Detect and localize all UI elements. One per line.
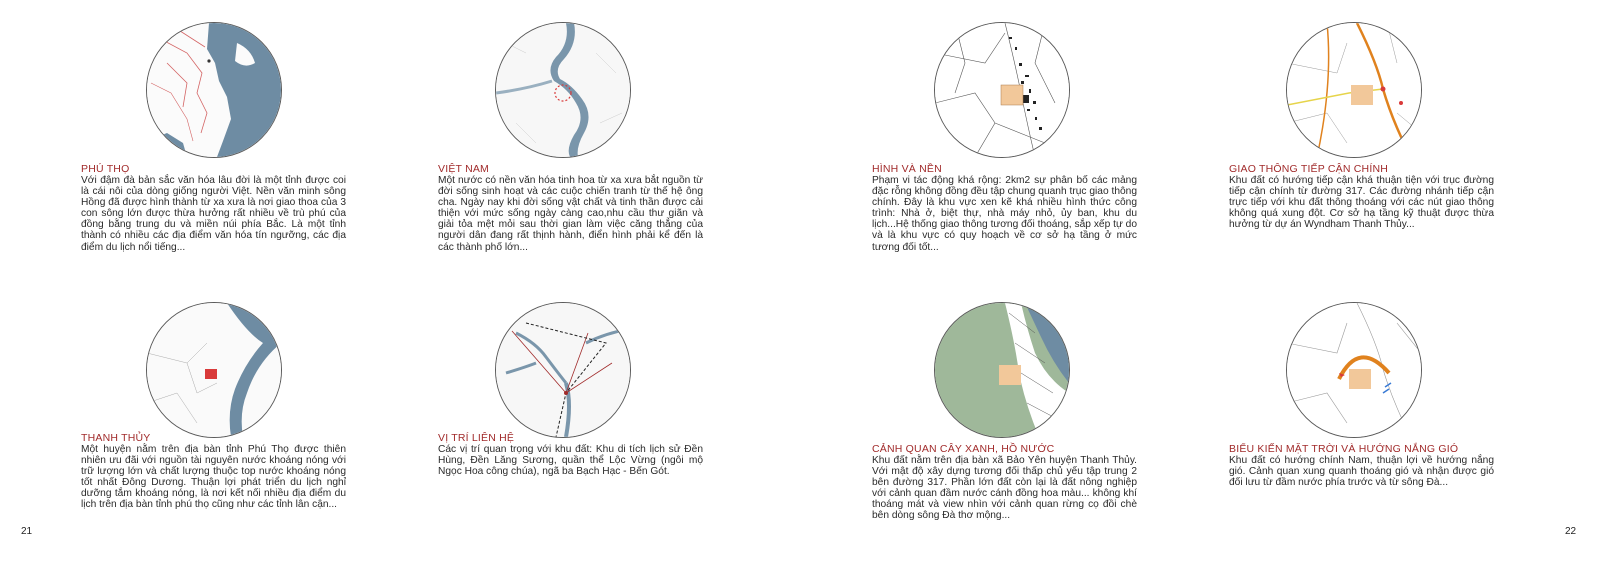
page-number-right: 22 bbox=[1565, 526, 1577, 537]
section-body: Các vị trí quan trọng với khu đất: Khu di tích lịch sử Đền Hùng, Đền Lăng Sương, quần thể Lộc Vừng (ngôi mộ Ngọc Hoa công chúa), ngã ba Bạch Hạc - Bến Gót. bbox=[438, 444, 703, 478]
section-title: VIỆT NAM bbox=[438, 163, 489, 175]
map-canh-quan bbox=[934, 302, 1070, 438]
section-title: CẢNH QUAN CÂY XANH, HỒ NƯỚC bbox=[872, 443, 1055, 455]
section-body: Với đậm đà bản sắc văn hóa lâu đời là một tỉnh được coi là cái nôi của dòng giống người Việt. Nền văn minh sông Hồng đã được hình thành từ xa xưa là nơi giao thoa của 3 con sông lớn được thừa hưởng rất nhiều về trù phú của đồng bằng trung du và miền núi phía Bắc. Là một tỉnh thành có nhiều các địa điểm văn hóa tín ngưỡng, các địa điểm du lịch nổi tiếng... bbox=[81, 175, 346, 253]
map-vi-tri-lien-he bbox=[495, 302, 631, 438]
section-title: VỊ TRÍ LIÊN HỆ bbox=[438, 432, 515, 444]
section-title: PHÚ THỌ bbox=[81, 163, 130, 175]
section-thanh-thuy bbox=[81, 432, 346, 511]
map-bieu-kien bbox=[1286, 302, 1422, 438]
section-body: Khu đất có hướng tiếp cận khá thuận tiện với trục đường tiếp cận chính từ đường 317. Các đường nhánh tiếp cận trực tiếp với khu đất thông thoáng với các nút giao thông không quá xung đột. Cơ sở hạ tầng kỹ thuật được thừa hưởng từ dự án Wyndham Thanh Thủy... bbox=[1229, 175, 1494, 231]
map-hinh-va-nen bbox=[934, 22, 1070, 158]
map-phu-tho bbox=[146, 22, 282, 158]
section-hinh-va-nen bbox=[872, 163, 1137, 253]
section-title: HÌNH VÀ NỀN bbox=[872, 163, 942, 175]
page-number-left: 21 bbox=[21, 526, 33, 537]
section-body: Khu đất nằm trên địa bàn xã Bảo Yên huyện Thanh Thủy. Với mật độ xây dựng tương đối thấp chủ yếu tập trung 2 bên đường 317. Phần lớn đất còn lại là đất nông nghiệp với cảnh quan đầm nước cánh đồng hoa màu... không khí thoáng mát và view nhìn với cảnh quan rừng cọ đồi chè bên dòng sông Đà thơ mộng... bbox=[872, 455, 1137, 522]
section-phu-tho bbox=[81, 163, 346, 253]
section-body: Phạm vi tác động khá rộng: 2km2 sự phân bố các mảng đặc rỗng không đồng đều tập chung quanh trục giao thông chính. Đây là khu vực xen kẽ khá nhiều hình thức công trình: Nhà ở, biệt thự, nhà máy nhỏ, ủy ban, khu du lịch...Hệ thống giao thông tương đối thoáng, sắp xếp tự do và là khu vực có quy hoạch về cơ sở hạ tầng ở mức tương đối tốt... bbox=[872, 175, 1137, 253]
section-body: Một nước có nền văn hóa tinh hoa từ xa xưa bắt nguồn từ đời sống sinh hoạt và các cuộc chiến tranh từ thế hệ ông cha. Ngày nay khi đời sống vật chất và tinh thần được cải thiện với mức sống ngày càng cao,nhu cầu thư giãn và giải tỏa mệt mỏi sau thời gian làm việc căng thẳng của người dân đang rất thịnh hành, điển hình phải kể đến là các thành phố lớn... bbox=[438, 175, 703, 253]
section-body: Một huyện nằm trên địa bàn tỉnh Phú Thọ được thiên nhiên ưu đãi với nguồn tài nguyên nước khoáng nóng với trữ lượng lớn và chất lượng thuộc top nước khoáng nóng tốt nhất Đông Dương. Thuận lợi phát triển du lịch nghỉ dưỡng tắm khoáng nóng, là nơi kết nối nhiều địa điểm du lịch trên địa bàn tỉnh phú thọ cũng như các tỉnh lân cận... bbox=[81, 444, 346, 511]
section-bieu-kien bbox=[1229, 443, 1494, 488]
section-giao-thong bbox=[1229, 163, 1494, 230]
section-body: Khu đất có hướng chính Nam, thuận lợi về hướng nắng gió. Cảnh quan xung quanh thoáng gió và nhận được gió đối lưu từ đầm nước phía trước và từ sông Đà... bbox=[1229, 455, 1494, 489]
map-viet-nam bbox=[495, 22, 631, 158]
section-title: BIỂU KIẾN MẶT TRỜI VÀ HƯỚNG NẮNG GIÓ bbox=[1229, 443, 1459, 455]
section-title: THANH THỦY bbox=[81, 432, 151, 444]
map-thanh-thuy bbox=[146, 302, 282, 438]
section-canh-quan bbox=[872, 443, 1137, 522]
section-viet-nam bbox=[438, 163, 703, 253]
section-title: GIAO THÔNG TIẾP CẬN CHÍNH bbox=[1229, 163, 1389, 175]
section-vi-tri-lien-he bbox=[438, 432, 703, 477]
map-giao-thong bbox=[1286, 22, 1422, 158]
